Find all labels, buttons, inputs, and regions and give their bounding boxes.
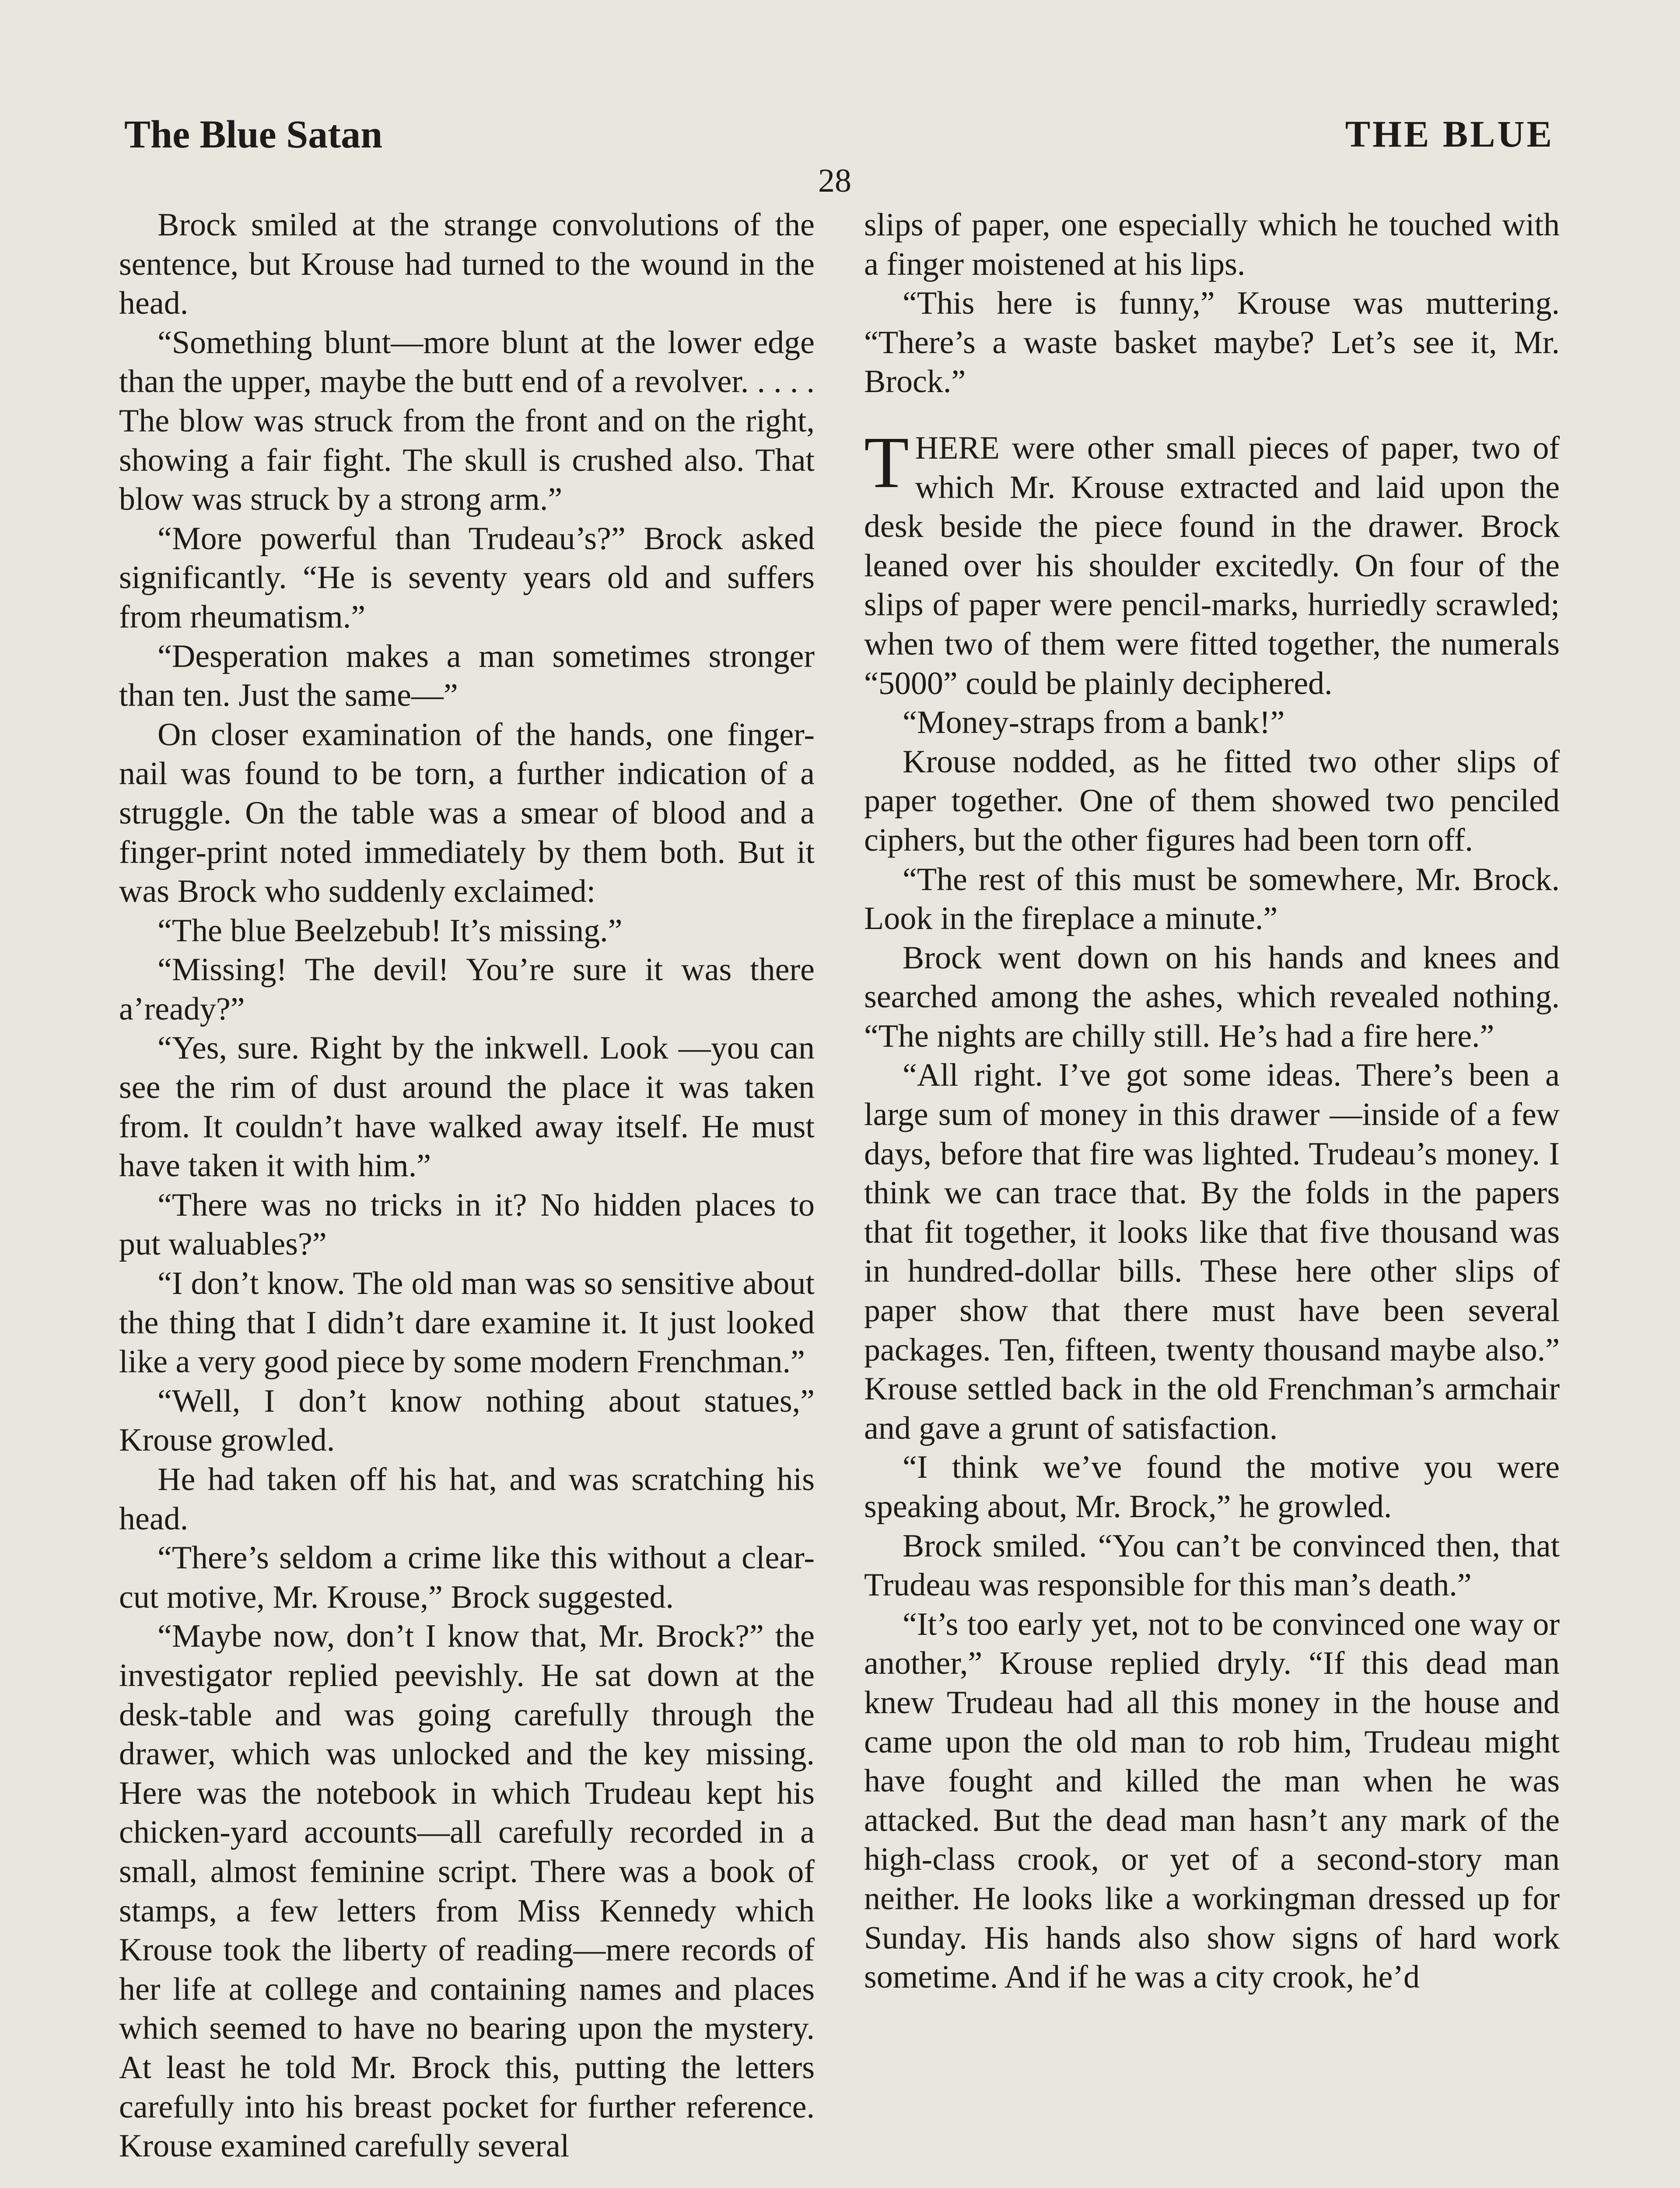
left-column	[119, 206, 815, 2166]
paragraph: On closer examination of the hands, one finger-nail was found to be torn, a further indication of a struggle. On the table was a smear of blood and a finger-print noted immediately by them both. But it was Brock who suddenly exclaimed:	[119, 716, 815, 910]
paragraph: “I don’t know. The old man was so sensitive about the thing that I didn’t dare examine it. It just looked like a very good piece by some modern Frenchman.”	[119, 1266, 815, 1380]
paragraph: “The blue Beelzebub! It’s missing.”	[158, 912, 623, 949]
paragraph: “Something blunt—more blunt at the lower edge than the upper, maybe the butt end of a revolver. . . . . The blow was struck from the front and on the right, showing a fair fight. The skull is crushed also. That blow was struck by a strong arm.”	[119, 324, 815, 518]
drop-cap: T	[864, 421, 909, 503]
right-column	[864, 206, 1560, 1997]
paragraph: “It’s too early yet, not to be convinced one way or another,” Krouse replied dryly. “If this dead man knew Trudeau had all this money in the house and came upon the old man to rob him, Trudeau might have fought and killed the man when he was attacked. But the dead man hasn’t any mark of the high-class crook, or yet of a second-story man neither. He looks like a workingman dressed up for Sunday. His hands also show signs of hard work sometime. And if he was a city crook, he’d	[864, 1606, 1560, 1995]
paragraph: “More powerful than Trudeau’s?” Brock asked significantly. “He is seventy years old and suffers from rheumatism.”	[119, 520, 815, 635]
continued-paragraph: slips of paper, one especially which he touched with a finger moistened at his lips.	[864, 207, 1560, 282]
paragraph: “All right. I’ve got some ideas. There’s been a large sum of money in this drawer —inside of a few days, before that fire was lighted. Trudeau’s money. I think we can trace that. By the folds in the papers that fit together, it looks like that five thousand was in hundred-dollar bills. These here other slips of paper show that there must have been several packages. Ten, fifteen, twenty thousand maybe also.” Krouse settled back in the old Frenchman’s armchair and gave a grunt of satisfaction.	[864, 1057, 1560, 1446]
paragraph: “Money-straps from a bank!”	[903, 705, 1285, 741]
paragraph: “There’s seldom a crime like this without a clear-cut motive, Mr. Krouse,” Brock suggested.	[119, 1540, 815, 1615]
paragraph: Krouse nodded, as he fitted two other slips of paper together. One of them showed two penciled ciphers, but the other figures had been torn off.	[864, 743, 1560, 858]
paragraph: Brock smiled. “You can’t be convinced then, that Trudeau was responsible for this man’s death.”	[864, 1528, 1560, 1603]
paragraph: Brock smiled at the strange convolutions of the sentence, but Krouse had turned to the wound in the head.	[119, 207, 815, 322]
paragraph: “Maybe now, don’t I know that, Mr. Brock?” the investigator replied peevishly. He sat down at the desk-table and was going carefully through the drawer, which was unlocked and the key missing. Here was the notebook in which Trudeau kept his chicken-yard accounts—all carefully recorded in a small, almost feminine script. There was a book of stamps, a few letters from Miss Kennedy which Krouse took the liberty of reading—mere records of her life at college and containing names and places which seemed to have no bearing upon the mystery. At least he told Mr. Brock this, putting the letters carefully into his breast pocket for further reference. Krouse examined carefully several	[119, 1618, 815, 2164]
paragraph: “I think we’ve found the motive you were speaking about, Mr. Brock,” he growled.	[864, 1449, 1560, 1525]
paragraph: “Well, I don’t know nothing about statues,” Krouse growled.	[119, 1383, 815, 1459]
paragraph: He had taken off his hat, and was scratching his head.	[119, 1462, 815, 1537]
paragraph: “The rest of this must be somewhere, Mr. Brock. Look in the fireplace a minute.”	[864, 861, 1560, 937]
section-opening-paragraph	[864, 421, 1560, 703]
running-head-right: THE BLUE	[1345, 113, 1554, 155]
paragraph: “This here is funny,” Krouse was muttering. “There’s a waste basket maybe? Let’s see it, Mr. Brock.”	[864, 285, 1560, 400]
running-head-left: The Blue Satan	[124, 113, 383, 156]
paragraph: “Missing! The devil! You’re sure it was there a’ready?”	[119, 952, 815, 1027]
paragraph: “There was no tricks in it? No hidden places to put waluables?”	[119, 1187, 815, 1262]
paragraph: Brock went down on his hands and knees and searched among the ashes, which revealed nothing. “The nights are chilly still. He’s had a fire here.”	[864, 940, 1560, 1054]
paragraph: “Yes, sure. Right by the inkwell. Look —you can see the rim of dust around the place it was taken from. It couldn’t have walked away itself. He must have taken it with him.”	[119, 1030, 815, 1184]
page-number: 28	[818, 162, 851, 199]
paragraph: “Desperation makes a man sometimes stronger than ten. Just the same—”	[119, 638, 815, 714]
section-opening-text: HERE were other small pieces of paper, two of which Mr. Krouse extracted and laid upon the desk beside the piece found in the drawer. Brock leaned over his shoulder excitedly. On four of the slips of paper were pencil-marks, hurriedly scrawled; when two of them were fitted together, the numerals “5000” could be plainly deciphered.	[864, 430, 1560, 701]
